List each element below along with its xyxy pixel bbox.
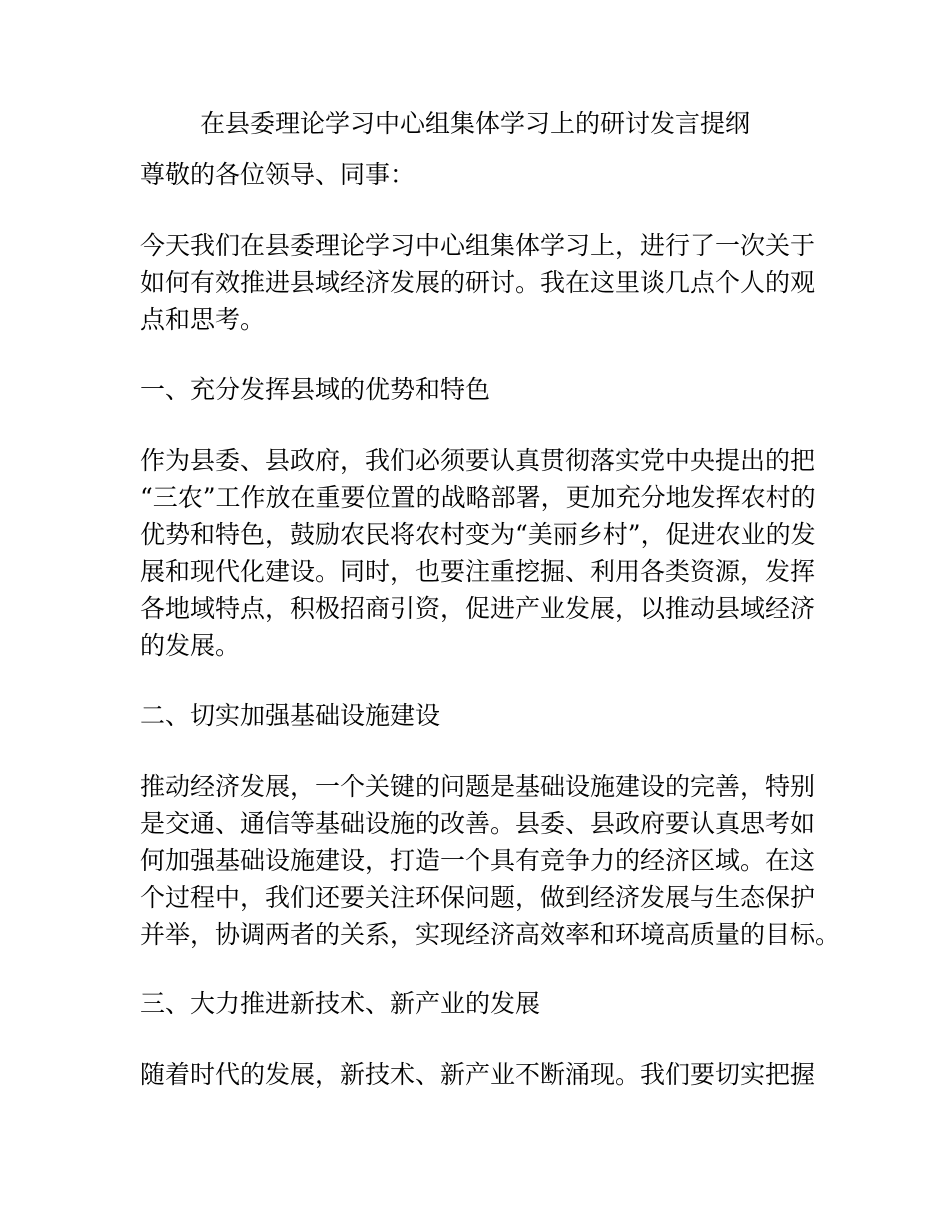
paragraph-line: 展和现代化建设。同时，也要注重挖掘、利用各类资源，发挥 — [140, 557, 816, 586]
section-heading-3: 三、大力推进新技术、新产业的发展 — [140, 989, 541, 1018]
paragraph-line: 各地域特点，积极招商引资，促进产业发展，以推动县域经济 — [140, 594, 816, 623]
document-title: 在县委理论学习中心组集体学习上的研讨发言提纲 — [199, 109, 750, 138]
paragraph-line: 优势和特色，鼓励农民将农村变为“美丽乡村”，促进农业的发 — [140, 520, 816, 549]
paragraph-line: 点和思考。 — [140, 305, 266, 334]
paragraph-line: 是交通、通信等基础设施的改善。县委、县政府要认真思考如 — [140, 809, 816, 838]
paragraph-line: 并举，协调两者的关系，实现经济高效率和环境高质量的目标。 — [140, 920, 841, 949]
paragraph-line: 作为县委、县政府，我们必须要认真贯彻落实党中央提出的把 — [140, 446, 816, 475]
paragraph-line: 的发展。 — [140, 631, 241, 660]
paragraph-line: 如何有效推进县域经济发展的研讨。我在这里谈几点个人的观 — [140, 268, 816, 297]
paragraph-line: “三农”工作放在重要位置的战略部署，更加充分地发挥农村的 — [140, 483, 816, 512]
paragraph-line: 个过程中，我们还要关注环保问题，做到经济发展与生态保护 — [140, 883, 816, 912]
section-heading-1: 一、充分发挥县域的优势和特色 — [140, 375, 491, 404]
paragraph-line: 今天我们在县委理论学习中心组集体学习上，进行了一次关于 — [140, 231, 816, 260]
paragraph-line: 何加强基础设施建设，打造一个具有竞争力的经济区域。在这 — [140, 846, 816, 875]
paragraph-line: 随着时代的发展，新技术、新产业不断涌现。我们要切实把握 — [140, 1060, 816, 1089]
section-heading-2: 二、切实加强基础设施建设 — [140, 701, 441, 730]
greeting: 尊敬的各位领导、同事： — [140, 160, 416, 189]
paragraph-line: 推动经济发展，一个关键的问题是基础设施建设的完善，特别 — [140, 772, 816, 801]
